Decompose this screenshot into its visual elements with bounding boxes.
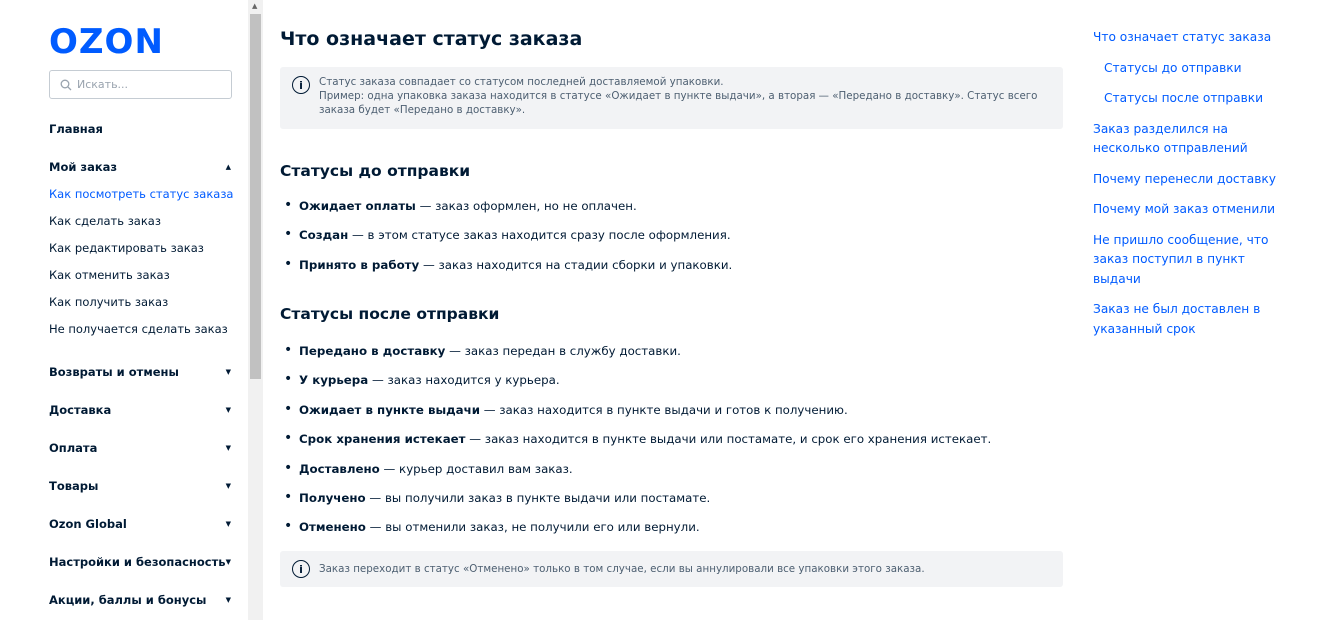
scroll-up-icon[interactable]: ▲ [252,2,258,10]
search-icon [60,79,72,91]
chevron-down-icon: ▼ [225,558,231,566]
sidebar-item-payment[interactable] [49,429,239,467]
status-list-after [299,344,991,550]
table-of-contents [1093,28,1313,339]
list-item [299,373,991,402]
status-term: Ожидает в пункте выдачи [299,402,480,417]
search-input[interactable] [77,78,227,91]
status-term: Отменено [299,520,366,535]
toc-link[interactable]: Что означает статус заказа [1093,30,1272,44]
sidebar [0,0,248,620]
status-desc: — заказ оформлен, но не оплачен. [415,199,637,213]
status-desc: — заказ находится в пункте выдачи и готов к получению. [479,402,848,417]
toc-link[interactable]: Статусы после отправки [1104,91,1264,105]
status-list-before [299,199,732,287]
chevron-down-icon: ▼ [225,444,231,452]
sidebar-nav [49,117,239,619]
status-desc: — заказ находится у курьера. [368,373,560,388]
chevron-down-icon: ▼ [225,596,231,604]
sidebar-item-label: Ozon Global [49,517,127,531]
sidebar-item-label: Доставка [49,403,112,417]
search-box[interactable] [49,70,232,99]
sidebar-item-promotions[interactable] [49,581,239,619]
status-desc: — вы получили заказ в пункте выдачи или постамате. [365,490,711,505]
info-icon: i [292,560,310,578]
list-item [299,491,991,520]
info-icon: i [292,76,310,94]
ozon-logo[interactable]: OZON [49,22,164,62]
status-desc: — курьер доставил вам заказ. [379,461,573,476]
sidebar-item-home[interactable] [49,117,239,141]
list-item [299,462,991,491]
list-item [299,344,991,373]
list-item [299,432,991,461]
list-item [299,520,991,549]
sidebar-item-label: Настройки и безопасность [49,555,226,569]
status-desc: — заказ находится в пункте выдачи или постамате, и срок его хранения истекает. [465,432,992,447]
list-item [299,258,732,287]
sidebar-subitem[interactable]: Как сделать заказ [49,214,161,228]
info-note-line: Пример: одна упаковка заказа находится в статусе «Ожидает в пункте выдачи», а вторая — «Передано в доставку». Статус всего заказа будет «Передано в доставку». [319,90,1038,116]
section-title-before: Статусы до отправки [280,162,471,180]
list-item [299,228,732,257]
status-term: Ожидает оплаты [299,199,416,213]
sidebar-subitem[interactable]: Как редактировать заказ [49,241,204,255]
sidebar-scrollbar[interactable] [248,0,263,620]
sidebar-subitem[interactable]: Как отменить заказ [49,268,170,282]
toc-link[interactable]: Не пришло сообщение, что заказ поступил в пункт выдачи [1093,232,1269,286]
sidebar-item-ozon-global[interactable] [49,505,239,543]
cancel-note-text: Заказ переходит в статус «Отменено» только в том случае, если вы аннулировали все упаковки этого заказа. [319,563,925,575]
toc-link[interactable]: Заказ разделился на несколько отправлений [1093,121,1248,155]
chevron-down-icon: ▼ [225,406,231,414]
sidebar-item-goods[interactable] [49,467,239,505]
sidebar-item-my-order[interactable] [49,155,239,179]
info-note-line: Статус заказа совпадает со статусом последней доставляемой упаковки. [319,76,724,88]
page-title: Что означает статус заказа [280,28,583,50]
sidebar-subitem[interactable]: Как получить заказ [49,295,169,309]
sidebar-item-settings[interactable] [49,543,239,581]
toc-link[interactable]: Статусы до отправки [1104,60,1242,75]
chevron-down-icon: ▼ [225,368,231,376]
toc-link[interactable]: Почему мой заказ отменили [1093,202,1276,216]
status-term: Создан [299,228,349,243]
sidebar-subitem[interactable]: Не получается сделать заказ [49,322,228,336]
toc-link[interactable]: Заказ не был доставлен в указанный срок [1093,302,1261,336]
status-term: Передано в доставку [299,344,446,358]
status-term: У курьера [299,373,369,388]
status-desc: — в этом статусе заказ находится сразу после оформления. [348,228,731,243]
chevron-up-icon: ▲ [225,163,231,171]
list-item [299,199,732,228]
info-note-text [319,75,1049,121]
sidebar-item-label: Мой заказ [49,160,118,174]
scrollbar-thumb[interactable] [250,14,261,379]
status-desc: — заказ передан в службу доставки. [445,344,681,358]
toc-link[interactable]: Почему перенесли доставку [1093,171,1276,186]
sidebar-subitem[interactable]: Как посмотреть статус заказа [49,187,234,201]
status-term: Срок хранения истекает [299,432,466,447]
status-desc: — вы отменили заказ, не получили его или вернули. [365,520,700,535]
sidebar-item-delivery[interactable] [49,391,239,429]
sidebar-item-label: Акции, баллы и бонусы [49,593,207,607]
sidebar-item-label: Главная [49,122,103,136]
chevron-down-icon: ▼ [225,482,231,490]
status-desc: — заказ находится на стадии сборки и упаковки. [419,257,733,272]
list-item [299,403,991,432]
sidebar-item-label: Возвраты и отмены [49,365,179,379]
sidebar-item-returns[interactable] [49,353,239,391]
sidebar-item-label: Товары [49,479,99,493]
status-term: Принято в работу [299,257,420,272]
cancel-note [280,551,1063,587]
sidebar-item-label: Оплата [49,441,98,455]
status-term: Доставлено [299,461,380,476]
status-term: Получено [299,490,366,505]
chevron-down-icon: ▼ [225,520,231,528]
info-note [280,67,1063,129]
section-title-after: Статусы после отправки [280,305,500,323]
